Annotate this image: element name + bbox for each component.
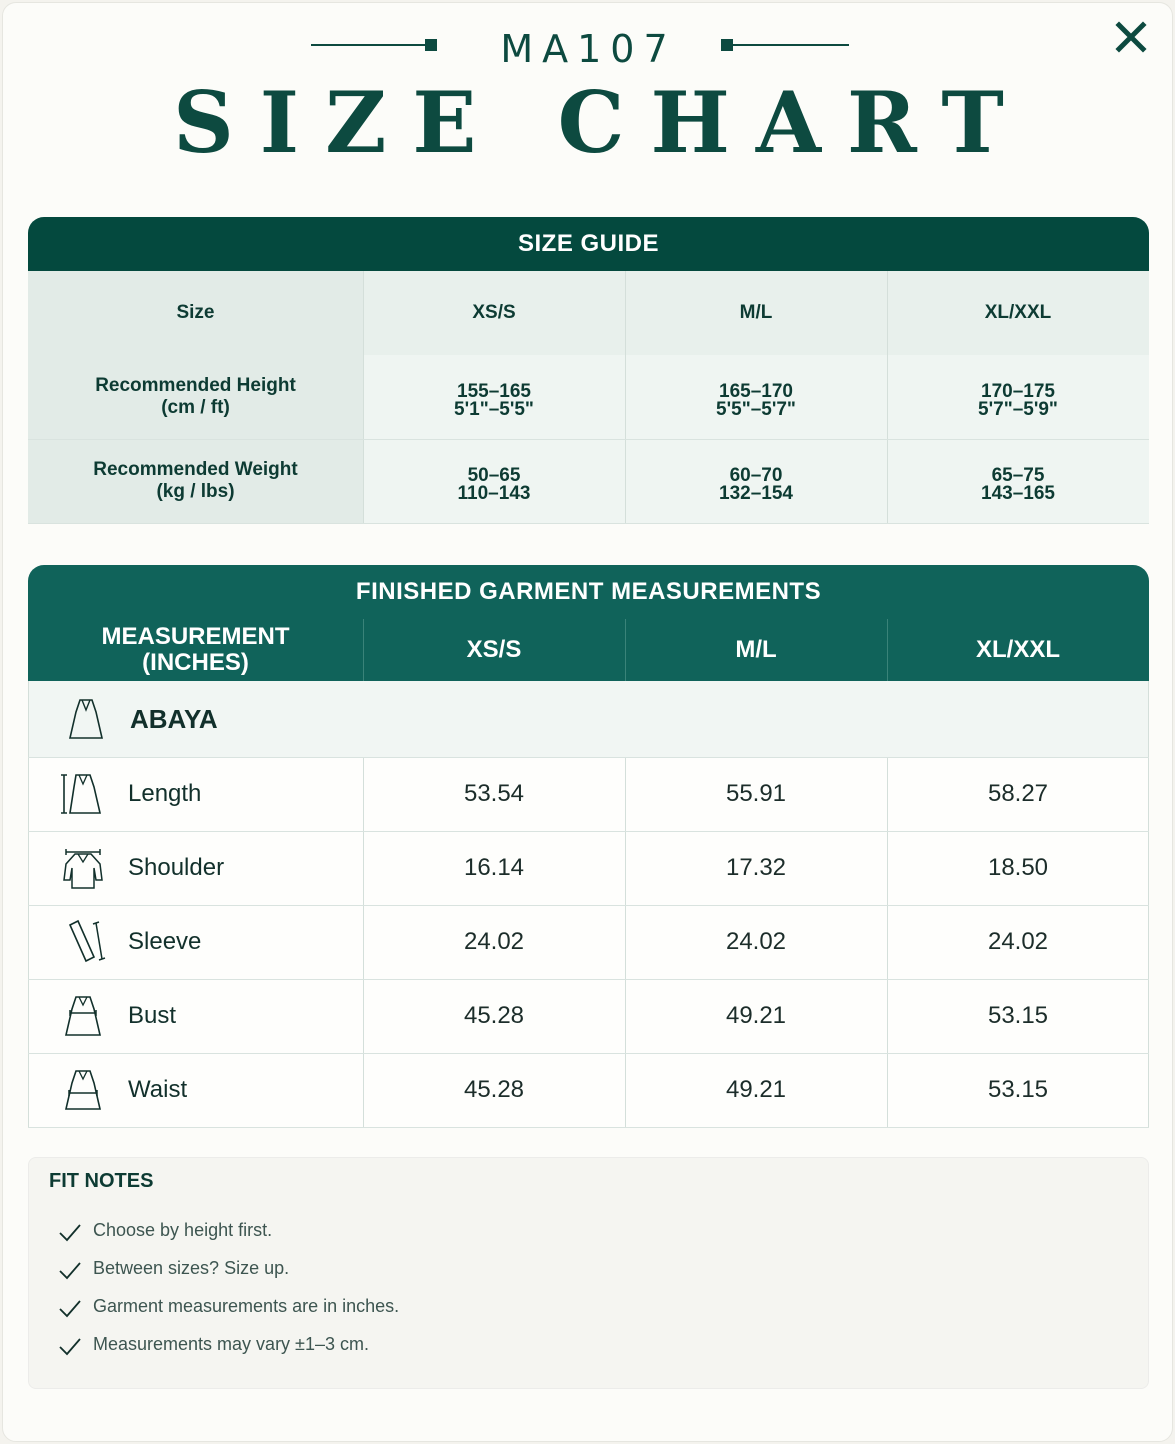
page-title: SIZE CHART [173, 73, 1030, 172]
bust-xs-s: 45.28 [363, 979, 625, 1053]
shoulder-xs-s: 16.14 [363, 831, 625, 905]
waist-icon [60, 1067, 106, 1113]
fit-note-text: Between sizes? Size up. [93, 1258, 290, 1278]
height-m-l [625, 355, 887, 439]
fit-note-text: Garment measurements are in inches. [93, 1296, 400, 1316]
size-guide-size-xl-xxl: XL/XXL [887, 271, 1149, 355]
waist-xl-xxl: 53.15 [887, 1053, 1149, 1127]
height-m-l-cm: 165–170 [719, 381, 793, 402]
length-xs-s: 53.54 [363, 757, 625, 831]
garment-header-label [28, 619, 363, 681]
waist-m-l: 49.21 [625, 1053, 887, 1127]
weight-xs-s [363, 439, 625, 523]
weight-xl-xxl [887, 439, 1149, 523]
height-xl-xxl-cm: 170–175 [981, 381, 1055, 402]
weight-xs-s-kg: 50–65 [467, 465, 521, 486]
bust-xl-xxl: 53.15 [887, 979, 1149, 1053]
height-row-label [28, 355, 363, 439]
fit-note-text: Choose by height first. [93, 1220, 273, 1240]
measurement-name: Waist [128, 1076, 188, 1103]
height-xs-s-cm: 155–165 [457, 381, 531, 402]
weight-label-line1: Recommended Weight [93, 459, 298, 480]
divider [887, 757, 888, 1127]
size-chart-modal [2, 2, 1173, 1442]
waist-xs-s: 45.28 [363, 1053, 625, 1127]
sleeve-xl-xxl: 24.02 [887, 905, 1149, 979]
divider [363, 619, 364, 681]
product-code: MA107 [500, 27, 677, 71]
height-m-l-ft: 5'5"–5'7" [716, 399, 796, 420]
weight-m-l-lbs: 132–154 [719, 483, 793, 504]
height-xs-s-ft: 5'1"–5'5" [454, 399, 534, 420]
weight-row-label [28, 439, 363, 523]
fit-notes-panel [28, 1157, 1149, 1389]
length-xl-xxl: 58.27 [887, 757, 1149, 831]
garment-band: FINISHED GARMENT MEASUREMENTS [28, 565, 1149, 619]
divider [887, 619, 888, 681]
weight-m-l [625, 439, 887, 523]
height-xl-xxl-ft: 5'7"–5'9" [978, 399, 1058, 420]
divider [625, 619, 626, 681]
garment-size-xs-s: XS/S [363, 619, 625, 681]
shoulder-m-l: 17.32 [625, 831, 887, 905]
divider [28, 831, 1149, 832]
divider [28, 681, 29, 1127]
measurement-row-sleeve [28, 905, 363, 979]
length-icon [60, 771, 106, 817]
sleeve-m-l: 24.02 [625, 905, 887, 979]
weight-label-line2: (kg / lbs) [156, 481, 235, 502]
measurement-name: Bust [128, 1002, 177, 1029]
abaya-section-label: ABAYA [130, 703, 218, 734]
check-icon [59, 1298, 81, 1318]
garment-header-line2: (INCHES) [142, 649, 249, 676]
divider [887, 271, 888, 523]
height-xl-xxl [887, 355, 1149, 439]
check-icon [59, 1260, 81, 1280]
divider [28, 905, 1149, 906]
divider [1148, 681, 1149, 1127]
height-xs-s [363, 355, 625, 439]
measurement-name: Sleeve [128, 928, 202, 955]
check-icon [59, 1336, 81, 1356]
divider [28, 1053, 1149, 1054]
abaya-section-row [28, 681, 1149, 757]
divider [28, 757, 1149, 758]
measurement-row-bust [28, 979, 363, 1053]
shoulder-xl-xxl: 18.50 [887, 831, 1149, 905]
bust-icon [60, 993, 106, 1039]
abaya-icon [66, 696, 106, 742]
fit-note-text: Measurements may vary ±1–3 cm. [93, 1334, 369, 1354]
divider [363, 757, 364, 1127]
height-label-line2: (cm / ft) [161, 397, 230, 418]
weight-xl-xxl-lbs: 143–165 [981, 483, 1055, 504]
measurement-row-length [28, 757, 363, 831]
weight-xs-s-lbs: 110–143 [457, 483, 531, 504]
measurement-row-waist [28, 1053, 363, 1127]
height-label-line1: Recommended Height [95, 375, 296, 396]
weight-xl-xxl-kg: 65–75 [991, 465, 1045, 486]
sleeve-xs-s: 24.02 [363, 905, 625, 979]
fit-notes-title: FIT NOTES [49, 1170, 154, 1192]
measurement-name: Length [128, 780, 202, 807]
divider [28, 1127, 1149, 1128]
garment-header-line1: MEASUREMENT [101, 623, 290, 650]
garment-size-xl-xxl: XL/XXL [887, 619, 1149, 681]
length-m-l: 55.91 [625, 757, 887, 831]
shoulder-icon [60, 844, 106, 892]
size-guide-size-xs-s: XS/S [363, 271, 625, 355]
divider [363, 271, 364, 523]
check-icon [59, 1222, 81, 1242]
measurement-name: Shoulder [128, 854, 225, 881]
garment-size-m-l: M/L [625, 619, 887, 681]
divider [28, 439, 1149, 440]
size-guide-band: SIZE GUIDE [28, 217, 1149, 271]
divider [625, 271, 626, 523]
size-guide-header-label: Size [28, 271, 363, 355]
bust-m-l: 49.21 [625, 979, 887, 1053]
divider [28, 523, 1149, 524]
measurement-row-shoulder [28, 831, 363, 905]
divider [28, 979, 1149, 980]
weight-m-l-kg: 60–70 [729, 465, 783, 486]
size-guide-size-m-l: M/L [625, 271, 887, 355]
sleeve-icon [60, 919, 106, 965]
divider [625, 757, 626, 1127]
